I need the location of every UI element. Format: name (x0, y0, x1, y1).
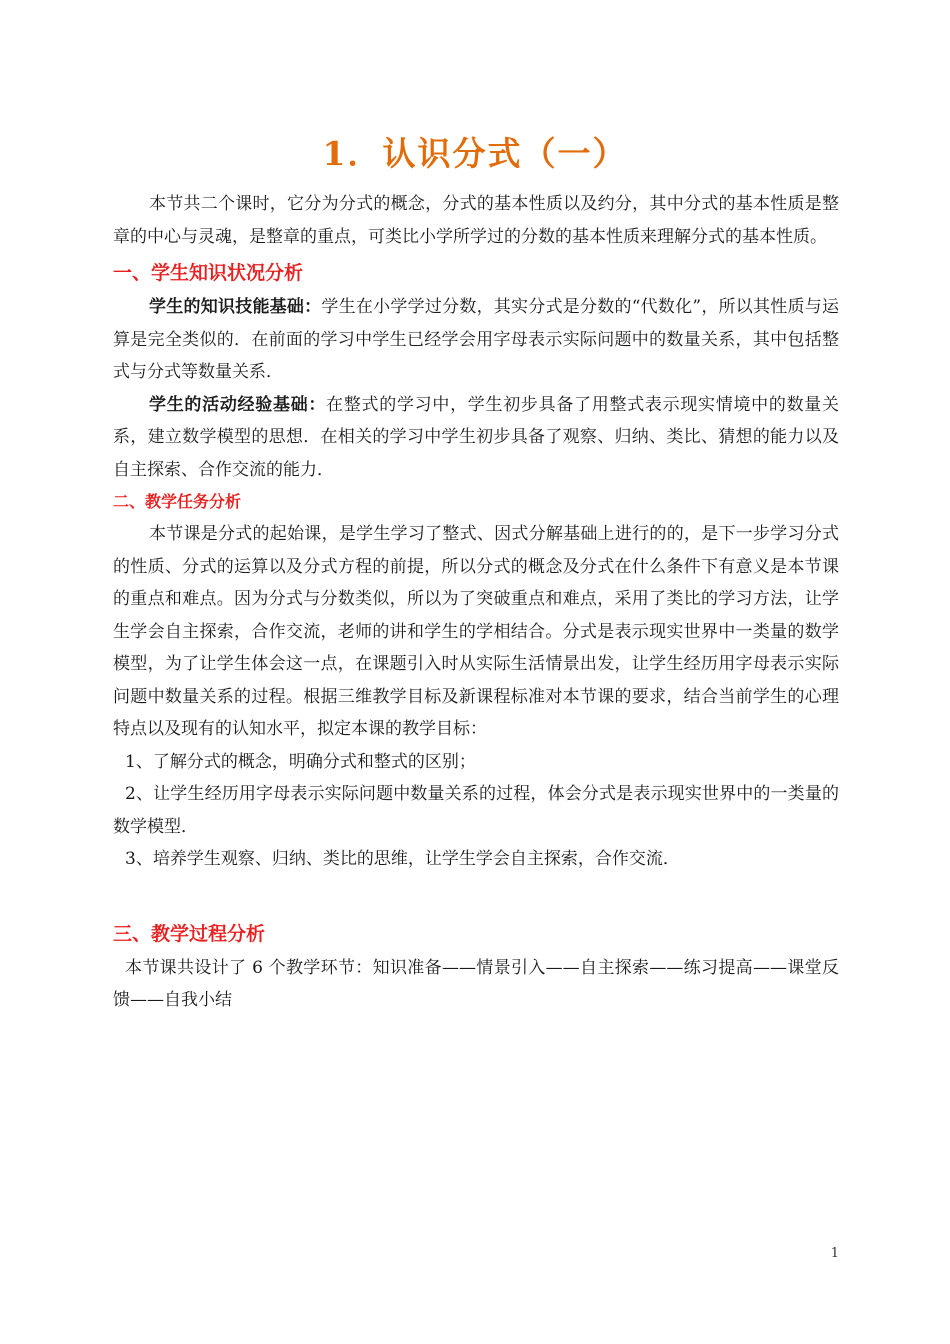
section1-p1-lead: 学生的知识技能基础： (149, 297, 322, 317)
intro-paragraph: 本节共二个课时，它分为分式的概念，分式的基本性质以及约分，其中分式的基本性质是整章的中心与灵魂，是整章的重点，可类比小学所学过的分数的基本性质来理解分式的基本性质。 (113, 194, 839, 247)
page-number: 1 (830, 1246, 839, 1261)
document-title: 1．认识分式（一） (322, 134, 628, 173)
section1-p1-text: 学生在小学学过分数，其实分式是分数的“代数化”，所以其性质与运算是完全类似的．在前面的学习中学生已经学会用字母表示实际问题中的数量关系，其中包括整式与分式等数量关系． (113, 297, 839, 382)
section2-heading: 二、教学任务分析 (113, 492, 242, 511)
section1-paragraph2 (113, 389, 839, 487)
section2-paragraph: 本节课是分式的起始课，是学生学习了整式、因式分解基础上进行的的，是下一步学习分式的性质、分式的运算以及分式方程的前提，所以分式的概念及分式在什么条件下有意义是本节课的重点和难点。因为分式与分数类似，所以为了突破重点和难点，采用了类比的学习方法，让学生学会自主探索，合作交流，老师的讲和学生的学相结合。分式是表示现实世界中一类量的数学模型，为了让学生体会这一点，在课题引入时从实际生活情景出发，让学生经历用字母表示实际问题中数量关系的过程。根据三维教学目标及新课程标准对本节课的要求，结合当前学生的心理特点以及现有的认知水平，拟定本课的教学目标： (113, 524, 839, 739)
section1-heading: 一、学生知识状况分析 (113, 262, 304, 284)
section1-p2-lead: 学生的活动经验基础： (149, 394, 327, 415)
section1-p2-text: 在整式的学习中，学生初步具备了用整式表示现实情境中的数量关系，建立数学模型的思想．在相关的学习中学生初步具备了观察、归纳、类比、猜想的能力以及自主探索、合作交流的能力． (113, 394, 840, 480)
section1-paragraph1 (113, 291, 839, 389)
goal-item-1: 1、了解分式的概念，明确分式和整式的区别； (125, 751, 476, 772)
goal-item-2: 2、让学生经历用字母表示实际问题中数量关系的过程，体会分式是表示现实世界中的一类量的数学模型． (113, 784, 839, 837)
document-body (113, 188, 839, 1017)
section3-paragraph: 本节课共设计了 6 个教学环节：知识准备——情景引入——自主探索——练习提高——课堂反馈——自我小结 (113, 957, 839, 1010)
section3-heading: 三、教学过程分析 (113, 922, 266, 945)
goal-item-3: 3、培养学生观察、归纳、类比的思维，让学生学会自主探索，合作交流． (125, 849, 680, 869)
